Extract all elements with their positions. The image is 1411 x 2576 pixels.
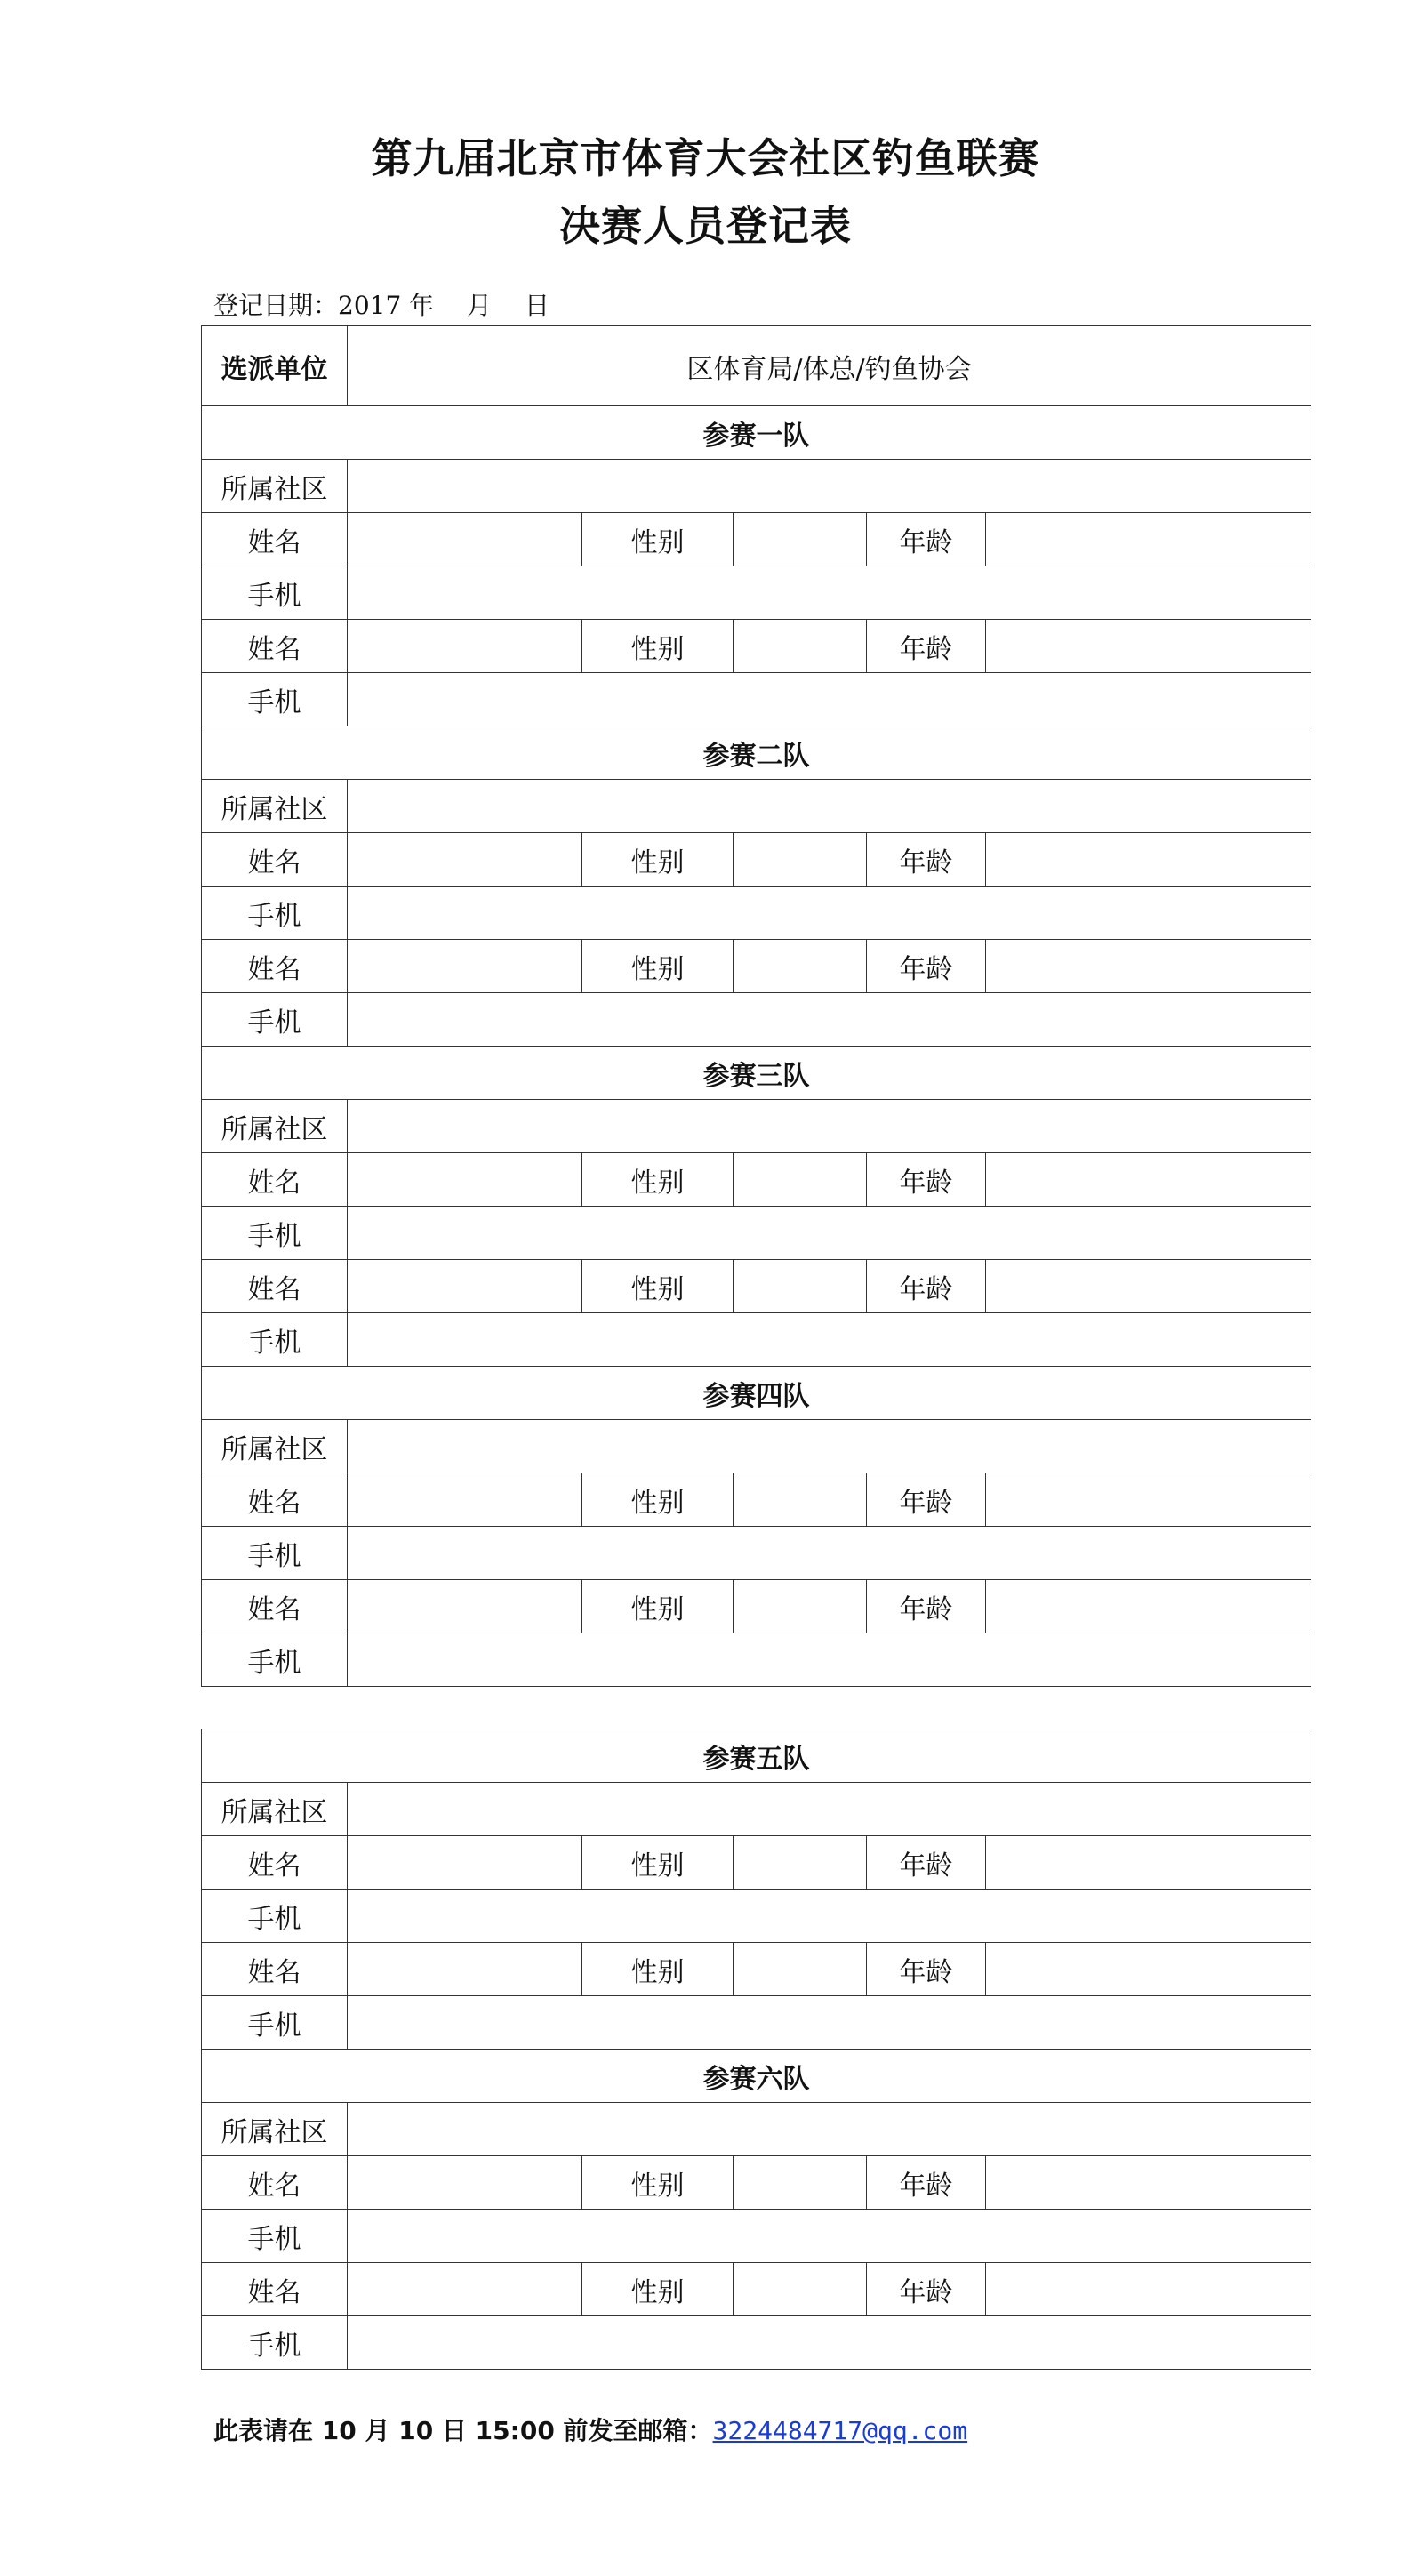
age-input[interactable] [986,1260,1311,1313]
gender-label: 性别 [582,1836,734,1890]
phone-label: 手机 [202,887,348,940]
team-header-row [202,1729,1311,1783]
age-input[interactable] [986,1473,1311,1527]
gender-label: 性别 [582,1473,734,1527]
age-label: 年龄 [867,833,986,887]
phone-label: 手机 [202,1890,348,1943]
age-input[interactable] [986,1943,1311,1996]
name-label: 姓名 [202,2263,348,2316]
phone-input[interactable] [348,566,1311,620]
member-info-row [202,833,1311,887]
team-header-row [202,406,1311,460]
community-label: 所属社区 [202,460,348,513]
phone-label: 手机 [202,2210,348,2263]
gender-label: 性别 [582,1260,734,1313]
name-label: 姓名 [202,1260,348,1313]
member-phone-row [202,2210,1311,2263]
member-info-row [202,1153,1311,1207]
name-label: 姓名 [202,513,348,566]
age-input[interactable] [986,1580,1311,1633]
community-label: 所属社区 [202,1100,348,1153]
member-info-row [202,940,1311,993]
community-row [202,1100,1311,1153]
phone-label: 手机 [202,1996,348,2050]
phone-input[interactable] [348,1313,1311,1367]
phone-label: 手机 [202,1633,348,1687]
age-label: 年龄 [867,1836,986,1890]
gender-input[interactable] [734,2156,867,2210]
name-input[interactable] [348,1473,582,1527]
name-label: 姓名 [202,2156,348,2210]
form-subtitle: 决赛人员登记表 [559,202,852,250]
name-input[interactable] [348,1260,582,1313]
age-input[interactable] [986,2156,1311,2210]
team-header-row [202,726,1311,780]
age-input[interactable] [986,833,1311,887]
name-input[interactable] [348,833,582,887]
name-label: 姓名 [202,620,348,673]
name-input[interactable] [348,2156,582,2210]
gender-input[interactable] [734,1580,867,1633]
name-label: 姓名 [202,1473,348,1527]
community-input[interactable] [348,1100,1311,1153]
phone-label: 手机 [202,993,348,1047]
member-phone-row [202,1633,1311,1687]
age-label: 年龄 [867,2156,986,2210]
community-input[interactable] [348,780,1311,833]
age-label: 年龄 [867,1260,986,1313]
dispatch-unit-label: 选派单位 [202,326,348,406]
gender-label: 性别 [582,2156,734,2210]
phone-input[interactable] [348,2210,1311,2263]
dispatch-unit-row [202,326,1311,406]
gender-input[interactable] [734,1943,867,1996]
gender-input[interactable] [734,940,867,993]
name-input[interactable] [348,513,582,566]
member-phone-row [202,2316,1311,2370]
age-input[interactable] [986,513,1311,566]
name-input[interactable] [348,2263,582,2316]
phone-input[interactable] [348,887,1311,940]
form-title: 第九届北京市体育大会社区钓鱼联赛 [371,134,1040,182]
phone-input[interactable] [348,1890,1311,1943]
community-row [202,1420,1311,1473]
name-label: 姓名 [202,1153,348,1207]
team-title: 参赛三队 [202,1047,1311,1100]
gender-label: 性别 [582,940,734,993]
community-input[interactable] [348,1783,1311,1836]
member-phone-row [202,1313,1311,1367]
phone-label: 手机 [202,566,348,620]
gender-label: 性别 [582,1153,734,1207]
member-info-row [202,620,1311,673]
community-label: 所属社区 [202,1783,348,1836]
age-input[interactable] [986,2263,1311,2316]
team-header-row [202,2050,1311,2103]
community-row [202,780,1311,833]
name-label: 姓名 [202,940,348,993]
community-label: 所属社区 [202,2103,348,2156]
gender-input[interactable] [734,2263,867,2316]
team-title: 参赛四队 [202,1367,1311,1420]
phone-input[interactable] [348,993,1311,1047]
name-label: 姓名 [202,1580,348,1633]
team-title: 参赛五队 [202,1729,1311,1783]
phone-input[interactable] [348,1996,1311,2050]
team-header-row [202,1367,1311,1420]
member-phone-row [202,1207,1311,1260]
member-phone-row [202,1890,1311,1943]
age-label: 年龄 [867,1580,986,1633]
footer-text: 此表请在 10 月 10 日 15:00 前发至邮箱： [213,2416,713,2445]
member-phone-row [202,673,1311,726]
community-label: 所属社区 [202,1420,348,1473]
phone-label: 手机 [202,1313,348,1367]
name-input[interactable] [348,620,582,673]
team-title: 参赛二队 [202,726,1311,780]
age-label: 年龄 [867,1943,986,1996]
gender-label: 性别 [582,1943,734,1996]
gender-label: 性别 [582,620,734,673]
phone-input[interactable] [348,1633,1311,1687]
name-input[interactable] [348,1153,582,1207]
phone-input[interactable] [348,673,1311,726]
community-input[interactable] [348,460,1311,513]
gender-input[interactable] [734,1260,867,1313]
age-label: 年龄 [867,2263,986,2316]
phone-label: 手机 [202,1527,348,1580]
gender-input[interactable] [734,1153,867,1207]
member-info-row [202,513,1311,566]
age-label: 年龄 [867,1153,986,1207]
phone-input[interactable] [348,1207,1311,1260]
name-label: 姓名 [202,833,348,887]
community-row [202,460,1311,513]
team-title: 参赛六队 [202,2050,1311,2103]
name-input[interactable] [348,940,582,993]
community-label: 所属社区 [202,780,348,833]
registration-table-page2 [201,1729,1311,2370]
member-info-row [202,1580,1311,1633]
registration-table-page1 [201,325,1311,1687]
team-header-row [202,1047,1311,1100]
phone-label: 手机 [202,2316,348,2370]
gender-input[interactable] [734,620,867,673]
name-input[interactable] [348,1836,582,1890]
age-input[interactable] [986,620,1311,673]
name-input[interactable] [348,1580,582,1633]
gender-input[interactable] [734,1836,867,1890]
community-input[interactable] [348,2103,1311,2156]
age-label: 年龄 [867,1473,986,1527]
gender-label: 性别 [582,2263,734,2316]
name-label: 姓名 [202,1943,348,1996]
member-phone-row [202,566,1311,620]
phone-input[interactable] [348,2316,1311,2370]
footer-email-link[interactable]: 3224484717@qq.com [712,2416,968,2445]
member-info-row [202,1943,1311,1996]
member-info-row [202,1260,1311,1313]
phone-label: 手机 [202,1207,348,1260]
footer-note [213,2411,967,2447]
member-info-row [202,1473,1311,1527]
phone-input[interactable] [348,1527,1311,1580]
member-info-row [202,2263,1311,2316]
dispatch-unit-value[interactable]: 区体育局/体总/钓鱼协会 [348,326,1311,406]
gender-label: 性别 [582,833,734,887]
member-phone-row [202,887,1311,940]
age-label: 年龄 [867,620,986,673]
team-title: 参赛一队 [202,406,1311,460]
community-row [202,1783,1311,1836]
member-phone-row [202,1996,1311,2050]
gender-label: 性别 [582,513,734,566]
member-phone-row [202,993,1311,1047]
phone-label: 手机 [202,673,348,726]
age-input[interactable] [986,1836,1311,1890]
community-row [202,2103,1311,2156]
community-input[interactable] [348,1420,1311,1473]
name-input[interactable] [348,1943,582,1996]
age-input[interactable] [986,940,1311,993]
name-label: 姓名 [202,1836,348,1890]
member-info-row [202,1836,1311,1890]
age-input[interactable] [986,1153,1311,1207]
age-label: 年龄 [867,513,986,566]
gender-label: 性别 [582,1580,734,1633]
member-info-row [202,2156,1311,2210]
gender-input[interactable] [734,513,867,566]
gender-input[interactable] [734,1473,867,1527]
age-label: 年龄 [867,940,986,993]
member-phone-row [202,1527,1311,1580]
registration-date: 登记日期：2017 年 月 日 [213,291,549,320]
gender-input[interactable] [734,833,867,887]
